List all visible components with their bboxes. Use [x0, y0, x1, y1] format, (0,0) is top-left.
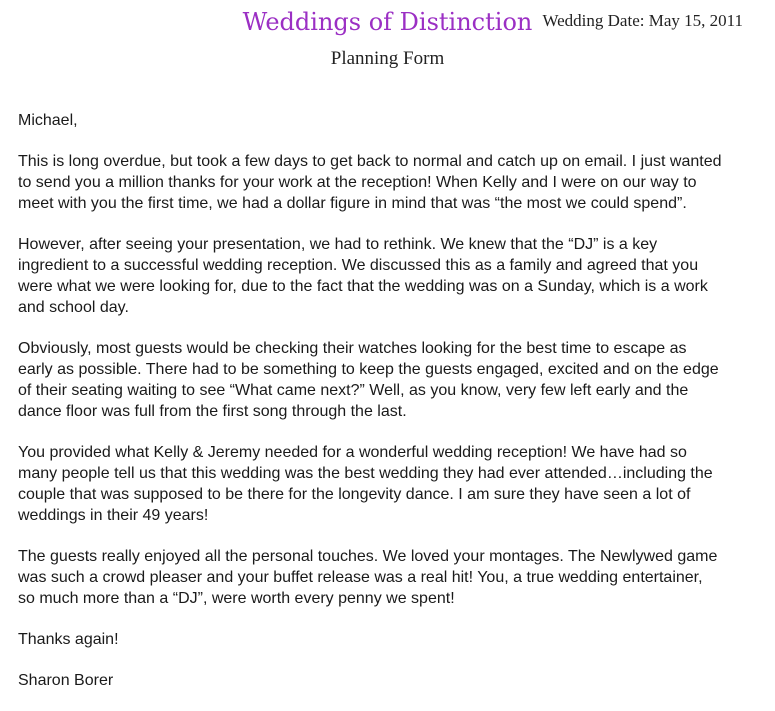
- paragraph-line: dance floor was full from the first song through the last.: [18, 403, 407, 420]
- paragraph-line: meet with you the first time, we had a dollar figure in mind that was “the most we could spend”.: [18, 195, 687, 212]
- paragraph-line: This is long overdue, but took a few days to get back to normal and catch up on email. I just wanted: [18, 153, 722, 170]
- paragraph-line: The guests really enjoyed all the personal touches. We loved your montages. The Newlywed game: [18, 548, 718, 565]
- paragraph-line: was such a crowd pleaser and your buffet release was a real hit! You, a true wedding entertainer,: [18, 569, 703, 586]
- paragraph-line: Obviously, most guests would be checking their watches looking for the best time to escape as: [18, 340, 687, 357]
- form-subtitle: Planning Form: [330, 48, 445, 69]
- paragraph-line: You provided what Kelly & Jeremy needed for a wonderful wedding reception! We have had so: [18, 444, 687, 461]
- paragraph-line: early as possible. There had to be something to keep the guests engaged, excited and on the edge: [18, 361, 719, 378]
- paragraph-line: couple that was supposed to be there for the longevity dance. I am sure they have seen a lot of: [18, 486, 691, 503]
- letter-paragraph-3: [18, 338, 758, 422]
- brand-title: Weddings of Distinction: [242, 8, 533, 36]
- letter-signature: Sharon Borer: [18, 672, 114, 689]
- letter-paragraph-5: [18, 546, 758, 609]
- paragraph-line: ingredient to a successful wedding reception. We discussed this as a family and agreed that you: [18, 257, 699, 274]
- paragraph-line: weddings in their 49 years!: [18, 507, 209, 524]
- paragraph-line: were what we were looking for, due to the fact that the wedding was on a Sunday, which is a work: [18, 278, 708, 295]
- letter-body: [18, 110, 758, 711]
- paragraph-line: and school day.: [18, 299, 129, 316]
- letter-paragraph-1: [18, 151, 758, 214]
- letter-paragraph-4: [18, 442, 758, 526]
- paragraph-line: of their seating waiting to see “What came next?” Well, as you know, very few left early and the: [18, 382, 689, 399]
- paragraph-line: to send you a million thanks for your work at the reception! When Kelly and I were on our way to: [18, 174, 697, 191]
- wedding-date: Wedding Date: May 15, 2011: [542, 11, 743, 30]
- letter-closing: Thanks again!: [18, 631, 119, 648]
- paragraph-line: so much more than a “DJ”, were worth every penny we spent!: [18, 590, 455, 607]
- letter-greeting: Michael,: [18, 112, 78, 129]
- letter-paragraph-2: [18, 234, 758, 318]
- paragraph-line: However, after seeing your presentation, we had to rethink. We knew that the “DJ” is a key: [18, 236, 658, 253]
- paragraph-line: many people tell us that this wedding was the best wedding they had ever attended…including the: [18, 465, 713, 482]
